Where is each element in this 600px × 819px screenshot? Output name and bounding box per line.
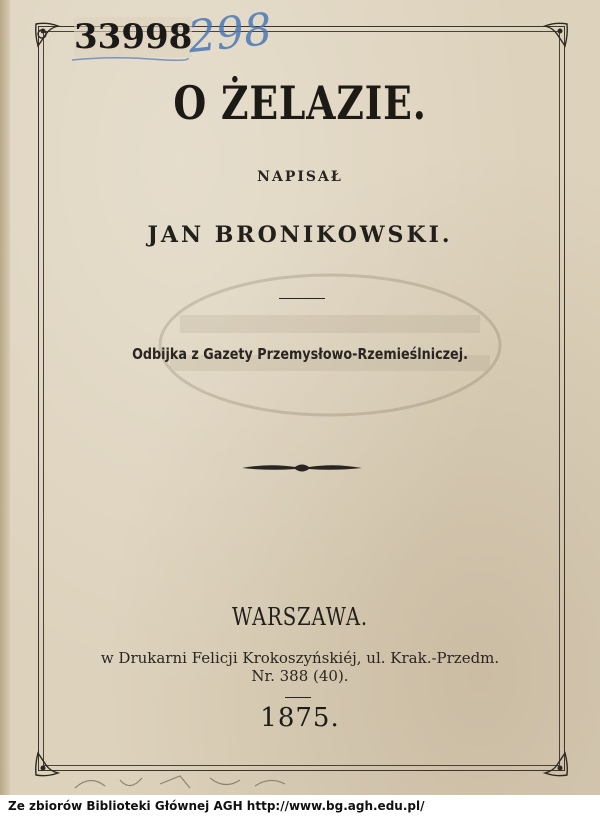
footer-text: Ze zbiorów Biblioteki Głównej AGH http://www.bg.agh.edu.pl/ bbox=[8, 799, 425, 813]
divider-rule-short bbox=[285, 697, 311, 698]
divider-rule bbox=[279, 298, 325, 299]
ornamental-divider-icon bbox=[240, 460, 364, 476]
printer-line-1: w Drukarni Felicji Krokoszyńskiéj, ul. Krak.-Przedm. bbox=[100, 649, 500, 667]
pen-underline bbox=[70, 54, 190, 64]
library-footer bbox=[0, 795, 600, 819]
author-name: JAN BRONIKOWSKI. bbox=[147, 222, 453, 248]
publication-year: 1875. bbox=[260, 703, 340, 733]
byline-label: NAPISAŁ bbox=[257, 169, 343, 185]
publication-city: WARSZAWA. bbox=[232, 603, 368, 631]
corner-ornament-icon bbox=[541, 20, 571, 50]
corner-ornament-icon bbox=[32, 20, 62, 50]
offprint-note: Odbijka z Gazety Przemysłowo-Rzemieślniczej. bbox=[132, 345, 468, 363]
handwritten-shelf-number: 298 bbox=[185, 3, 275, 64]
book-title: O ŻELAZIE. bbox=[173, 76, 427, 130]
corner-ornament-icon bbox=[541, 749, 571, 779]
pencil-annotation bbox=[70, 770, 310, 795]
corner-ornament-icon bbox=[32, 749, 62, 779]
inventory-stamp-number: 33998 bbox=[74, 17, 193, 57]
printer-line-2: Nr. 388 (40). bbox=[251, 667, 349, 685]
